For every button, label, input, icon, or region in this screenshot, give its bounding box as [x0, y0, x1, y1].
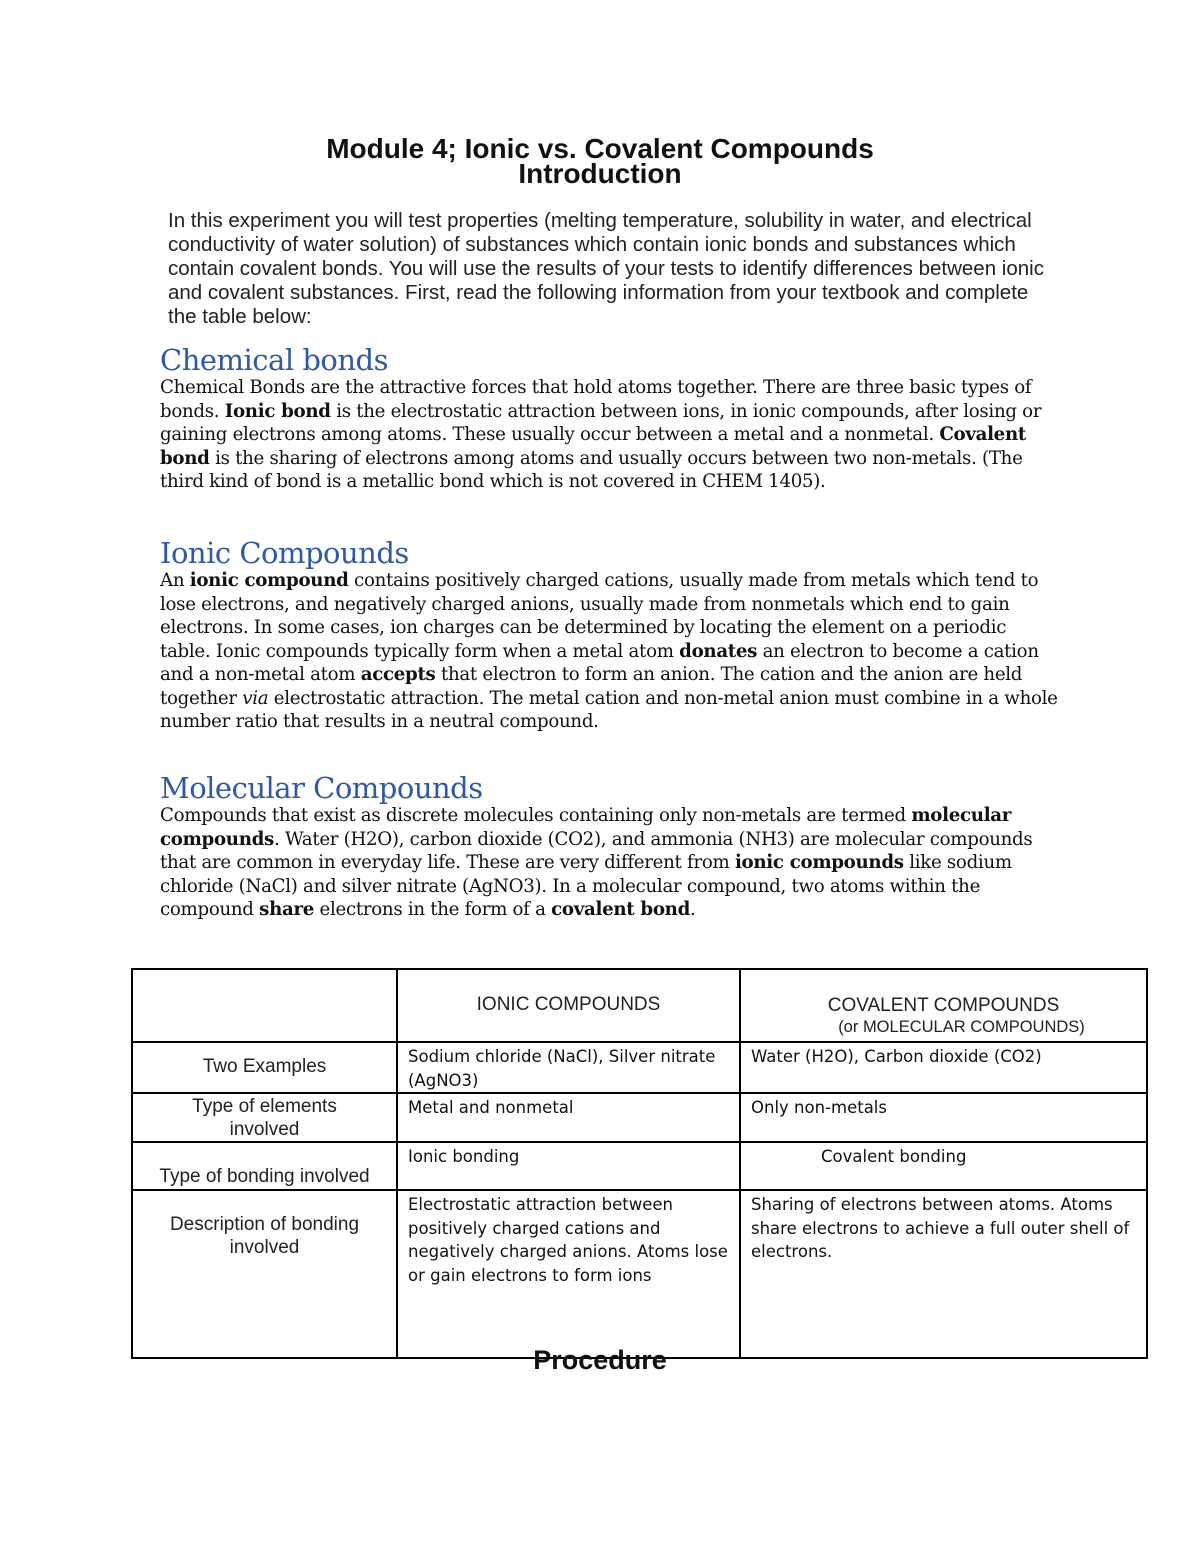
ionic-header: IONIC COMPOUNDS — [476, 994, 661, 1015]
row-label: Two Examples — [132, 1042, 397, 1093]
ionic-cell: Electrostatic attraction between positively charged cations and negatively charged anions. Atoms lose or gain electrons to form ions — [397, 1190, 740, 1358]
covalent-cell: Covalent bonding — [740, 1142, 1147, 1190]
ionic-cell: Sodium chloride (NaCl), Silver nitrate (AgNO3) — [397, 1042, 740, 1093]
covalent-cell: Sharing of electrons between atoms. Atoms share electrons to achieve a full outer shell of electrons. — [740, 1190, 1147, 1358]
comparison-table — [131, 968, 1148, 1359]
chemical-bonds-paragraph: Chemical Bonds are the attractive forces that hold atoms together. There are three basic types of bonds. Ionic bond is the electrostatic attraction between ions, in ionic compounds, after losing or gaining electrons among atoms. These usually occur between a metal and a nonmetal. Covalent bond is the sharing of electrons among atoms and usually occurs between two non-metals. (The third kind of bond is a metallic bond which is not covered in CHEM 1405). — [160, 377, 1042, 492]
molecular-compounds-heading: Molecular Compounds — [160, 771, 483, 805]
table-row — [132, 1093, 1147, 1142]
table-row — [132, 1142, 1147, 1190]
ionic-cell: Ionic bonding — [397, 1142, 740, 1190]
covalent-cell: Only non-metals — [740, 1093, 1147, 1142]
ionic-compounds-paragraph: An ionic compound contains positively charged cations, usually made from metals which tend to lose electrons, and negatively charged anions, usually made from nonmetals which end to gain electrons. In some cases, ion charges can be determined by locating the element on a periodic table. Ionic compounds typically form when a metal atom donates an electron to become a cation and a non-metal atom accepts that electron to form an anion. The cation and the anion are held together via electrostatic attraction. The metal cation and non-metal anion must combine in a whole number ratio that results in a neutral compound. — [160, 570, 1058, 732]
covalent-header-sub: (or MOLECULAR COMPOUNDS) — [838, 1018, 1085, 1036]
row-label: Type of bonding involved — [132, 1142, 397, 1190]
row-label: Description of bonding involved — [132, 1190, 397, 1358]
covalent-header: COVALENT COMPOUNDS — [827, 995, 1060, 1016]
page-title: Module 4; Ionic vs. Covalent Compounds — [326, 133, 874, 164]
chemical-bonds-heading: Chemical bonds — [160, 343, 388, 377]
page-subtitle: Introduction — [518, 158, 682, 189]
ionic-header-cell — [397, 969, 740, 1042]
covalent-header-cell — [740, 969, 1147, 1042]
ionic-cell: Metal and nonmetal — [397, 1093, 740, 1142]
table-corner-cell — [132, 969, 397, 1042]
row-label: Type of elements involved — [132, 1093, 397, 1142]
table-header-row — [132, 969, 1147, 1042]
intro-paragraph: In this experiment you will test properties (melting temperature, solubility in water, and electrical conductivity of water solution) of substances which contain ionic bonds and substances which contain covalent bonds. You will use the results of your tests to identify differences between ionic and covalent substances. First, read the following information from your textbook and complete the table below: — [168, 209, 1044, 328]
ionic-compounds-heading: Ionic Compounds — [160, 536, 409, 570]
molecular-compounds-paragraph: Compounds that exist as discrete molecules containing only non-metals are termed molecular compounds. Water (H2O), carbon dioxide (CO2), and ammonia (NH3) are molecular compounds that are common in everyday life. These are very different from ionic compounds like sodium chloride (NaCl) and silver nitrate (AgNO3). In a molecular compound, two atoms within the compound share electrons in the form of a covalent bond. — [160, 805, 1033, 920]
table-row — [132, 1042, 1147, 1093]
table-row — [132, 1190, 1147, 1358]
procedure-heading: Procedure — [533, 1345, 667, 1375]
covalent-cell: Water (H2O), Carbon dioxide (CO2) — [740, 1042, 1147, 1093]
